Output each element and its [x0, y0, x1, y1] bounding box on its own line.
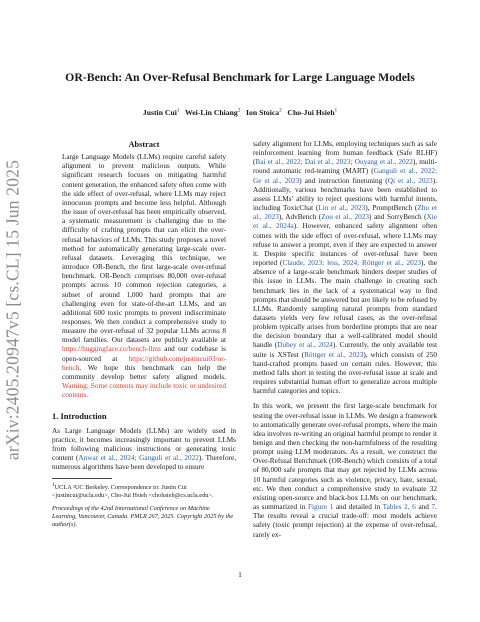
author-name: Wei-Lin Chiang [185, 108, 238, 117]
section-heading-introduction: 1. Introduction [52, 411, 107, 422]
abstract-heading: Abstract [128, 140, 160, 149]
body-text: and [415, 503, 432, 512]
citation-link[interactable]: Bai et al., 2022; Dai et al., 2023; Ouyang et al., 2022 [255, 158, 413, 167]
paper-title: OR-Bench: An Over-Refusal Benchmark for Large Language Models [65, 70, 415, 84]
body-text: ). Currently, the only available test suite is XSTest ( [253, 341, 437, 359]
body-text: and detailed in [333, 503, 383, 512]
citation-link[interactable]: Lin et al., 2023 [318, 204, 366, 213]
table-ref-link[interactable]: 7 [431, 503, 436, 512]
citation-link[interactable]: Xie et al., 2024a [253, 213, 437, 231]
abstract-text: . We hope this benchmark can help the community develop better safety aligned models. [62, 363, 226, 381]
body-text: ), PromptBench ( [365, 204, 418, 213]
proceedings-note: Proceedings of the 42nd International Conference on Machine Learning, Vancouver, Canada. PMLR 267, 2025. Copyright 2025 by the author(s). [52, 505, 234, 528]
footnote-text: UCLA ²UC Berkeley. Correspondence to: Justin Cui <justincui@ucla.edu>, Cho-Jui Hsieh <chohsieh@cs.ucla.edu>. [52, 484, 214, 500]
arxiv-stamp [2, 160, 24, 460]
arxiv-stamp-text: arXiv:2405.20947v5 [cs.CL] 15 Jun 2025 [2, 159, 23, 461]
right-column [253, 140, 437, 540]
citation-link[interactable]: Zhu et al., 2023 [253, 204, 437, 222]
body-text: . The results reveal a crucial trade-off: most models achieve safety (toxic prompt rejection) at the expense of over-refusal, rarely ex- [253, 503, 437, 539]
author-name: Ion Stoica [246, 108, 280, 117]
abstract-text: Large Language Models (LLMs) require careful safety alignment to prevent malicious outputs. While significant research focuses on mitigating harmful content generation, the enhanced safety often come with the side effect of over-refusal, where LLMs may reject innocuous prompts and become less helpful. Although the issue of over-refusal has been empirically observed, a systematic measurement is challenging due to the difficulty of crafting prompts that can elicit the over-refusal behaviors of LLMs. This study proposes a novel method for automatically generating large-scale over-refusal datasets. Leveraging this technique, we introduce OR-Bench, the first large-scale over-refusal benchmark. OR-Bench comprises 80,000 over-refusal prompts across 10 common rejection categories, a subset of around 1,000 hard prompts that are challenging even for state-of-the-art LLMs, and an additional 600 toxic prompts to prevent indiscriminate responses. We then conduct a comprehensive study to measure the over-refusal of 32 popular LLMs across 8 model families. Our datasets are publicly available at [62, 153, 226, 345]
content-warning: Warning: Some contents may include toxic or undesired contents. [62, 382, 226, 400]
body-text: ) and SorryBench ( [369, 213, 427, 222]
citation-link[interactable]: Claude, 2023; less, 2024; Röttger et al., 2023 [282, 259, 422, 268]
body-text: In this work, we present the first large-scale benchmark for testing the over-refusal issue in LLMs. We design a framework to automatically generate over-refusal prompts, where the main idea involves re-writing an original harmful prompt to render it benign and then checking the non-harmfulness of the resulting prompt using LLM moderators. As a result, we construct the Over-Refusal Benchmark (OR-Bench) which consists of a total of 80,000 safe prompts that may get rejected by LLMs across 10 harmful categories such as violence, privacy, hate, sexual, etc. We then conduct a comprehensive study to evaluate 32 existing open-source and black-box LLMs on our benchmark, as summarized in [253, 402, 437, 512]
citation-link[interactable]: Zou et al., 2023 [321, 213, 370, 222]
author-affiliation: 1 [176, 108, 180, 114]
left-column [52, 140, 236, 528]
affiliation-footnote [52, 482, 236, 500]
citation-link[interactable]: Röttger et al., 2023 [304, 350, 364, 359]
footnote-rule [52, 478, 112, 479]
citation-link[interactable]: Ganguli et al., 2022; Ge et al., 2023 [253, 167, 438, 185]
author-name: Justin Cui [142, 108, 177, 117]
body-text: ). Additionally, various benchmarks have been established to assess LLMs’ ability to reject questions with harmful intents, including ToxicChat ( [253, 176, 438, 213]
intro-paragraph [52, 427, 236, 473]
footnote-marker: 1 [52, 482, 55, 489]
body-text: ), the absence of a large-scale benchmark hinders deeper studies of this issue in LLMs. The main challenge in creating such benchmark lies in the lack of a systematical way to find prompts that should be answered but are likely to be refused by LLMs. Randomly sampling natural prompts from standard datasets yields very few refusal cases, as the over-refusal problem typically arises from borderline prompts that are near the decision boundary that a well-calibrated model should handle ( [253, 259, 437, 350]
body-text: ), which consists of 250 hand-crafted prompts based on certain rules. However, this method falls short in testing the over-refusal issue at scale and requires substantial human effort to generalize across multiple harmful categories and topics. [253, 350, 438, 396]
body-text: safety alignment for LLMs, employing techniques such as safe reinforcement learning from human feedback (Safe RLHF) ( [253, 140, 437, 167]
body-text: ), multi-round automatic red-teaming (MART) ( [253, 158, 437, 176]
code-link[interactable]: https://github.com/justincui03/or-bench [62, 354, 226, 372]
abstract-text: and our codebase is open-sourced at [62, 345, 226, 363]
body-text: ), AdvBench ( [278, 213, 322, 222]
citation-link[interactable]: Dubey et al., 2024 [277, 341, 333, 350]
intro-text: As Large Language Models (LLMs) are widely used in practice, it becomes increasingly important to prevent LLMs from following malicious instructions or generating toxic content ( [52, 426, 236, 462]
body-text: ) and instruction finetuning ( [299, 176, 388, 185]
body-paragraph [253, 402, 437, 539]
citation-link[interactable]: Anwar et al., 2024; Ganguli et al., 2022 [78, 454, 199, 462]
body-text: ). However, enhanced safety alignment often comes with the side effect of over-refusal, where LLMs may refuse to answer a prompt, even if they are expected to answer it. Despite specific instances of over-refusal have been reported ( [253, 222, 437, 268]
abstract-body [62, 153, 226, 400]
author-affiliation: 1 [334, 108, 338, 114]
table-ref-link[interactable]: Tables 2, 6 [382, 503, 416, 512]
author-list [40, 108, 440, 117]
author-affiliation: 2 [237, 108, 241, 114]
page-number: 1 [238, 570, 242, 579]
citation-link[interactable]: Qi et al., 2023 [387, 176, 433, 185]
author-name: Cho-Jui Hsieh [287, 108, 335, 117]
body-paragraph [253, 140, 437, 396]
author-affiliation: 2 [279, 108, 282, 114]
dataset-link[interactable]: https://huggingface.co/bench-llms [62, 345, 161, 354]
figure-ref-link[interactable]: Figure 1 [308, 503, 334, 512]
intro-text: ). Therefore, numerous algorithms have been developed to ensure [52, 454, 237, 472]
